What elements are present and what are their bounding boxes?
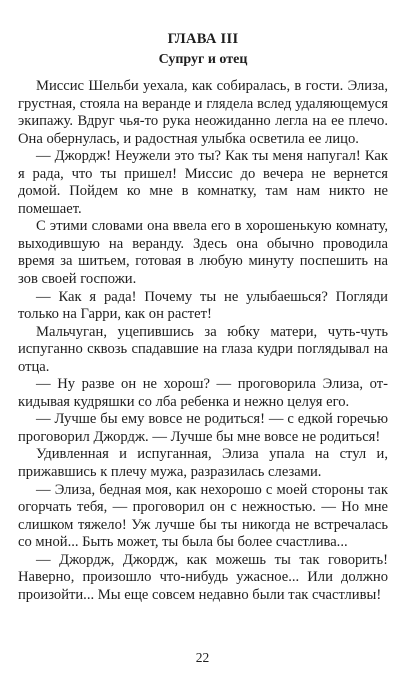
paragraph: — Джордж, Джордж, как можешь ты так говорить! Наверно, произошло что-нибудь ужасное... Или должно произойти... Мы еще совсем недавно были так счастливы!: [18, 551, 388, 603]
chapter-body: [18, 78, 388, 604]
paragraph: — Ну разве он не хорош? — проговорила Элиза, откидывая кудряшки со лба ребенка и нежно целуя его.: [18, 376, 388, 410]
paragraph: Мальчуган, уцепившись за юбку матери, чуть-чуть испуганно сквозь спадавшие на глаза кудри поглядывал на отца.: [18, 323, 388, 375]
paragraph: — Джордж! Неужели это ты? Как ты меня напугал! Как я рада, что ты пришел! Миссис до вечера не вернется домой. Пойдем ко мне в комнатку, там нам никто не помешает.: [18, 148, 388, 217]
chapter-subtitle: Супруг и отец: [158, 52, 248, 67]
chapter-title: ГЛАВА III: [167, 31, 239, 47]
paragraph: — Лучше бы ему вовсе не родиться! — с едкой горечью проговорил Джордж. — Лучше бы мне вовсе не родиться!: [18, 411, 388, 445]
paragraph: — Элиза, бедная моя, как нехорошо с моей стороны так огорчать тебя, — проговорил он с нежностью. — Но мне слишком тяжело! Уж лучше бы ты никогда не встречалась со мной... Быть может, ты была бы более счастлива...: [18, 481, 388, 551]
paragraph: Удивленная и испуганная, Элиза упала на стул и, прижавшись к плечу мужа, разразилась слезами.: [18, 446, 388, 481]
paragraph: С этими словами она ввела его в хорошенькую комнату, выходившую на веранду. Здесь она обычно проводила время за шитьем, готовая в любую минуту поспешить на зов своей госпожи.: [18, 218, 388, 288]
paragraph: Миссис Шельби уехала, как собиралась, в гости. Элиза, грустная, стояла на веранде и глядела вслед удаляющемуся экипажу. Вдруг чья-то рука неожиданно легла на ее плечо. Она обернулась, и радостная улыбка осветила ее лицо.: [18, 78, 388, 147]
book-page: [18, 30, 388, 604]
paragraph: — Как я рада! Почему ты не улыбаешься? Погляди только на Гарри, как он растет!: [18, 288, 388, 323]
page-number: 22: [195, 650, 210, 665]
